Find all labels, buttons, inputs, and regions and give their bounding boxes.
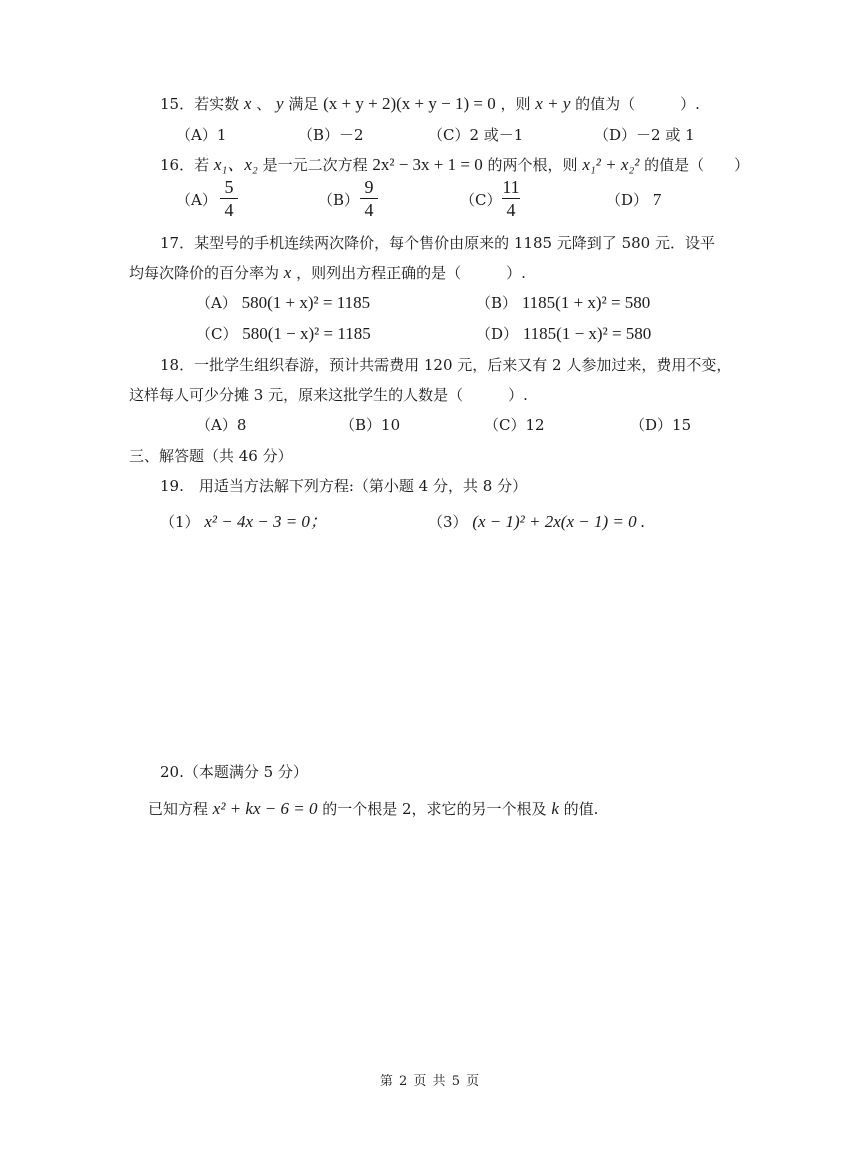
q20-text-mid: 的一个根是 2，求它的另一个根及 xyxy=(322,800,547,818)
q16-option-d xyxy=(606,190,661,210)
q16-tail-text: 的值是（ ） xyxy=(644,156,750,174)
q17-line2-post: ，则列出方程正确的是（ ）. xyxy=(296,264,526,282)
q17-option-b xyxy=(476,293,650,313)
q17-option-c-label: （C） xyxy=(196,325,238,343)
q18-line2: 这样每人可少分摊 3 元，原来这批学生的人数是（ ）. xyxy=(129,386,528,404)
q17-option-d xyxy=(476,324,651,344)
page-footer: 第 2 页 共 5 页 xyxy=(379,1074,481,1089)
q15-stem xyxy=(160,94,700,114)
section-heading: 三、解答题（共 46 分） xyxy=(129,447,293,465)
q18-option-d: （D）15 xyxy=(630,416,692,434)
q17-option-b-label: （B） xyxy=(476,294,518,312)
q16-equation: 2x² − 3x + 1 = 0 xyxy=(372,155,483,174)
q17-option-a-formula: 580(1 + x)² = 1185 xyxy=(241,293,371,312)
q16-option-a-numerator: 5 xyxy=(224,177,234,197)
q16-stem xyxy=(160,155,749,175)
q15-var-x: x xyxy=(243,94,252,113)
q19-part3-equation: (x − 1)² + 2x(x − 1) = 0 . xyxy=(472,512,646,531)
q16-option-c-denominator: 4 xyxy=(506,200,516,220)
q16-option-d-label: （D） xyxy=(606,191,649,209)
q15-option-d: （D）－2 或 1 xyxy=(594,126,695,144)
q17-line2 xyxy=(129,263,526,283)
q15-tail-text: 的值为（ ）. xyxy=(575,95,700,113)
q17-option-a xyxy=(196,293,370,313)
q19-part1 xyxy=(160,512,327,532)
q15-option-a: （A）1 xyxy=(176,126,227,144)
q15-equation: (x + y + 2)(x + y − 1) = 0 xyxy=(323,94,496,113)
q15-mid-text: ，则 xyxy=(500,95,531,113)
q18-option-a: （A）8 xyxy=(196,416,247,434)
q19-title: 19. 用适当方法解下列方程:（第小题 4 分，共 8 分） xyxy=(160,477,528,495)
q16-option-c-label: （C） xyxy=(460,191,502,209)
q16-mid2-text: 的两个根，则 xyxy=(487,156,578,174)
q19-part3-label: （3） xyxy=(428,513,468,531)
q15-option-c: （C）2 或－1 xyxy=(428,126,524,144)
q17-option-c xyxy=(196,324,371,344)
q20-text-post: 的值. xyxy=(563,800,599,818)
q19-part3 xyxy=(428,512,645,532)
q15-expression: x + y xyxy=(535,94,571,113)
q19-part1-equation: x² − 4x − 3 = 0； xyxy=(204,512,327,531)
q15-stem-text: 15．若实数 xyxy=(160,95,240,113)
q17-option-a-label: （A） xyxy=(196,294,237,312)
q16-option-c-numerator: 11 xyxy=(502,177,520,197)
q16-option-b-fraction xyxy=(358,176,380,221)
q18-option-b: （B）10 xyxy=(340,416,401,434)
q20-text xyxy=(148,799,598,819)
q17-line1: 17．某型号的手机连续两次降价，每个售价由原来的 1185 元降到了 580 元．设平 xyxy=(160,234,715,252)
q16-option-a-denominator: 4 xyxy=(224,200,234,220)
q20-var-k: k xyxy=(551,799,559,818)
q17-option-d-formula: 1185(1 − x)² = 580 xyxy=(522,324,652,343)
q16-expression: x₁² + x₂² xyxy=(582,155,640,174)
q17-option-d-label: （D） xyxy=(476,325,519,343)
q15-var-y: y xyxy=(276,94,284,113)
q16-option-c-fraction xyxy=(500,176,522,221)
q15-separator: 、 xyxy=(256,95,272,113)
q18-option-c: （C）12 xyxy=(484,416,545,434)
q16-option-a-fraction xyxy=(218,176,240,221)
q16-roots: x₁、x₂ xyxy=(213,155,258,174)
q16-option-d-value: 7 xyxy=(652,190,662,209)
q19-part1-label: （1） xyxy=(160,513,200,531)
q17-option-b-formula: 1185(1 + x)² = 580 xyxy=(521,293,651,312)
q20-title: 20.（本题满分 5 分） xyxy=(160,763,308,781)
q17-line2-pre: 均每次降价的百分率为 xyxy=(129,264,280,282)
q17-var-x: x xyxy=(283,263,292,282)
q16-option-a-label: （A） xyxy=(176,191,217,209)
q16-stem-text: 16．若 xyxy=(160,156,210,174)
q15-condition-label: 满足 xyxy=(288,95,319,113)
q15-option-b: （B）－2 xyxy=(298,126,364,144)
q18-line1: 18．一批学生组织春游，预计共需费用 120 元，后来又有 2 人参加过来，费用不变， xyxy=(160,356,732,374)
q17-option-c-formula: 580(1 − x)² = 1185 xyxy=(242,324,371,343)
q16-option-b-numerator: 9 xyxy=(364,177,374,197)
q16-option-b-label: （B） xyxy=(318,191,360,209)
q20-equation: x² + kx − 6 = 0 xyxy=(212,799,318,818)
q20-text-pre: 已知方程 xyxy=(148,800,209,818)
q16-mid-text: 是一元二次方程 xyxy=(262,156,368,174)
q16-option-b-denominator: 4 xyxy=(364,200,374,220)
